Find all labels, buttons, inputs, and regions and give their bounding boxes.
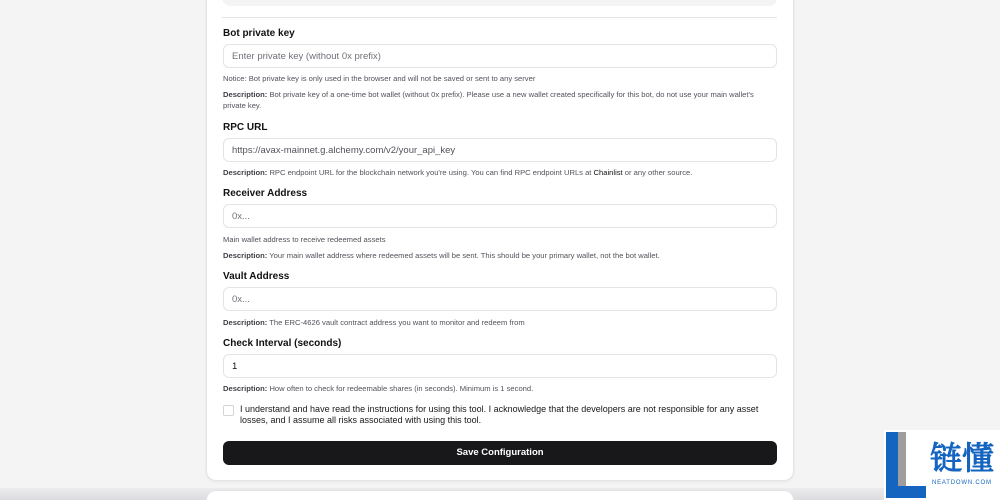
watermark-brand: 链懂 <box>930 439 995 477</box>
bot-key-input[interactable] <box>223 44 777 68</box>
watermark-l-icon <box>884 430 928 500</box>
check-interval-label: Check Interval (seconds) <box>223 338 342 349</box>
description-prefix: Description: <box>223 251 268 260</box>
section-divider <box>222 17 777 18</box>
rpc-url-label: RPC URL <box>223 122 268 133</box>
next-card-edge <box>206 490 794 500</box>
rpc-url-description-tail: or any other source. <box>624 168 693 177</box>
bot-key-notice: Notice: Bot private key is only used in the browser and will not be saved or sent to any server <box>223 74 536 83</box>
watermark-logo <box>884 430 1000 500</box>
acknowledge-text: I understand and have read the instructions for using this tool. I acknowledge that the developers are not responsible for any asset losses, and I assume all risks associated with using this tool. <box>240 404 759 425</box>
rpc-url-description <box>223 168 777 179</box>
receiver-address-input[interactable] <box>223 204 777 228</box>
interval-description-text: How often to check for redeemable shares (in seconds). Minimum is 1 second. <box>269 384 534 393</box>
save-configuration-button[interactable]: Save Configuration <box>223 441 777 465</box>
description-prefix: Description: <box>223 90 268 99</box>
chainlist-link[interactable]: Chainlist <box>593 168 623 177</box>
description-prefix: Description: <box>223 168 268 177</box>
vault-address-label: Vault Address <box>223 271 290 282</box>
check-interval-input[interactable] <box>223 354 777 378</box>
description-prefix: Description: <box>223 384 268 393</box>
receiver-address-notice: Main wallet address to receive redeemed assets <box>223 235 386 244</box>
rpc-url-description-text: RPC endpoint URL for the blockchain network you're using. You can find RPC endpoint URLs at <box>269 168 592 177</box>
receiver-address-description <box>223 251 777 262</box>
acknowledge-checkbox[interactable] <box>223 405 234 416</box>
previous-field-remnant <box>222 0 777 6</box>
vault-address-description <box>223 318 777 329</box>
receiver-address-label: Receiver Address <box>223 188 308 199</box>
vault-address-input[interactable] <box>223 287 777 311</box>
description-prefix: Description: <box>223 318 268 327</box>
bot-key-description <box>223 90 777 111</box>
rpc-url-input[interactable] <box>223 138 777 162</box>
vault-description-text: The ERC-4626 vault contract address you want to monitor and redeem from <box>269 318 525 327</box>
check-interval-description <box>223 384 777 395</box>
receiver-description-text: Your main wallet address where redeemed assets will be sent. This should be your primary wallet, not the bot wallet. <box>269 251 660 260</box>
bot-key-label: Bot private key <box>223 28 295 39</box>
bot-key-description-text: Bot private key of a one-time bot wallet (without 0x prefix). Please use a new wallet created specifically for this bot, do not use your main wallet's private key. <box>223 90 754 110</box>
watermark-sub: NEATDOWN.COM <box>932 480 992 486</box>
